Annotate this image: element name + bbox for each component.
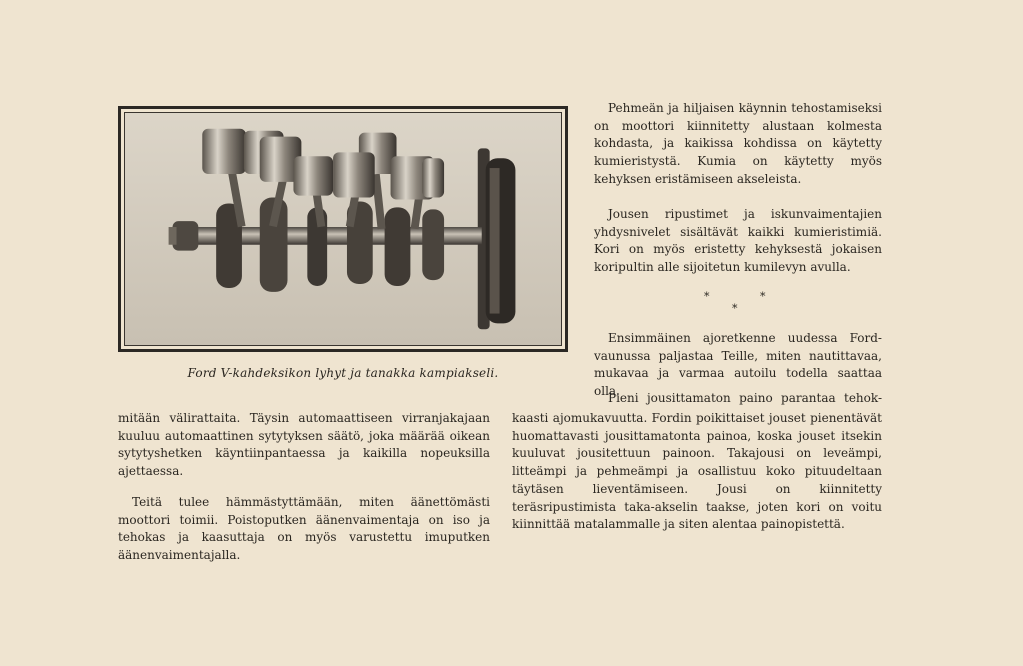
right-paragraph-2: Jousen ripustimet ja iskunvaimentajien yhdysnivelet sisältävät kaikki kumieristimiä. Kori on myös eristetty kehyksestä jokaisen koripultin alle sijoitetun kumilevyn avulla. bbox=[594, 207, 882, 275]
right-paragraph-3: Ensimmäinen ajoretkenne uudessa Ford-vaunussa paljastaa Teille, miten nautittavaa, mukavaa ja varmaa autoilu todella saattaa olla. bbox=[594, 331, 882, 399]
crankshaft-photo bbox=[124, 112, 562, 346]
right-paragraph-4-start: Pieni jousittamaton paino parantaa tehok- bbox=[608, 391, 882, 405]
left-paragraph-2: Teitä tulee hämmästyttämään, miten äänettömästi moottori toimii. Poistoputken äänenvaimentaja on iso ja tehokas ja kaasuttaja on myös varustettu imuputken äänenvaimentajalla. bbox=[118, 495, 490, 563]
section-separator bbox=[700, 290, 780, 314]
right-paragraph-4-continued: kaasti ajomukavuutta. Fordin poikittaiset jouset pienentävät huomattavasti jousittamatonta painoa, koska jouset itsekin kuuluvat jousitettuun painoon. Takajousi on leveämpi, litteämpi ja pehmeämpi ja osallistuu koko pituudeltaan täytäsen lieventämiseen. Jousi on kiinnitetty teräsripustimista taka-akselin taakse, joten kori on voitu kiinnittää matalammalle ja siten alentaa painopistettä. bbox=[512, 411, 882, 532]
crankshaft-photo-frame bbox=[118, 106, 568, 352]
separator-star: * bbox=[732, 302, 738, 315]
separator-star: * bbox=[704, 290, 710, 303]
crankshaft-illustration bbox=[125, 113, 561, 345]
figure-caption: Ford V-kahdeksikon lyhyt ja tanakka kampiakseli. bbox=[187, 366, 499, 380]
left-paragraph-1: mitään välirattaita. Täysin automaattiseen virranjakajaan kuuluu automaattinen sytytyksen säätö, joka määrää oikean sytytyshetken käyntiinpantaessa ja kaikilla nopeuksilla ajettaessa. bbox=[118, 411, 490, 479]
right-paragraph-1: Pehmeän ja hiljaisen käynnin tehostamiseksi on moottori kiinnitetty alustaan kolmesta kohdasta, ja kaikissa kohdissa on käytetty kumieristystä. Kumia on käytetty myös kehyksen eristämiseen akseleista. bbox=[594, 101, 882, 186]
separator-star: * bbox=[760, 290, 766, 303]
